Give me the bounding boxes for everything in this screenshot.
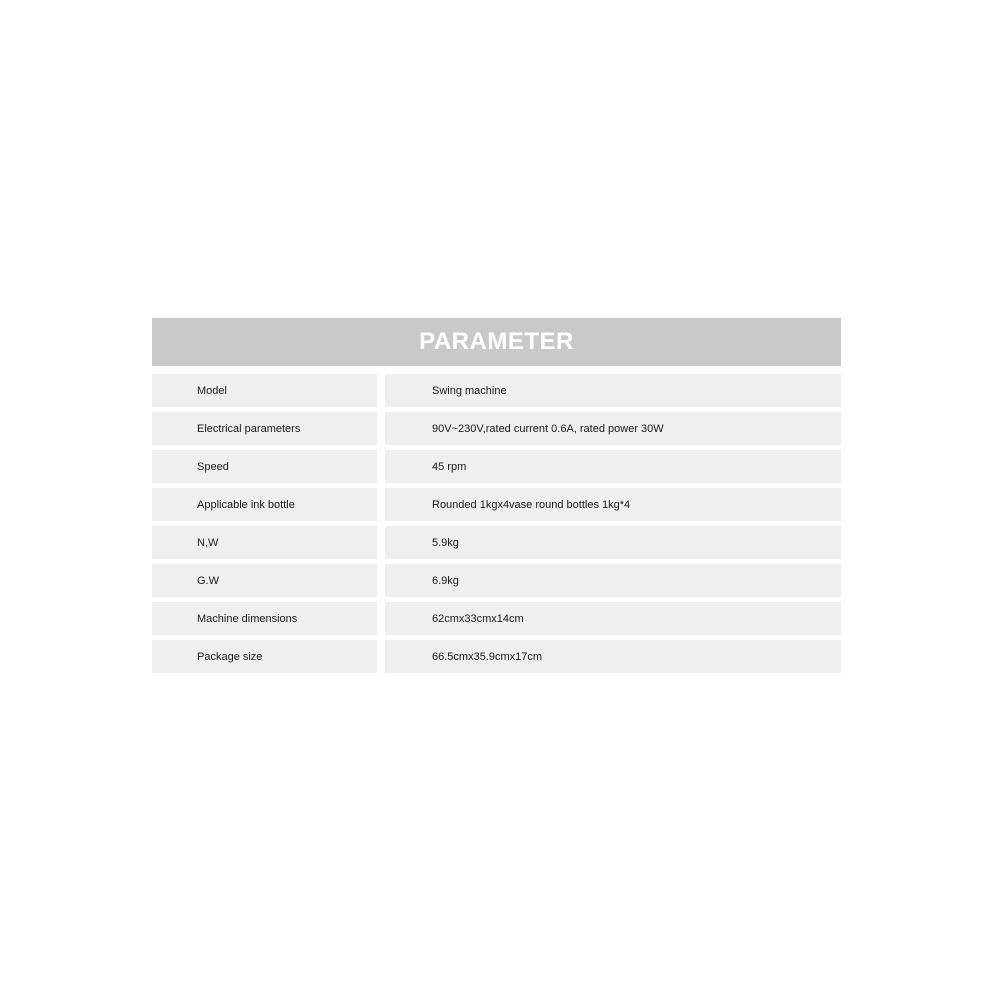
row-value: 62cmx33cmx14cm xyxy=(385,602,841,635)
table-title: PARAMETER xyxy=(419,328,574,355)
parameter-table xyxy=(152,318,841,678)
table-body xyxy=(152,374,841,673)
row-label: G.W xyxy=(152,564,377,597)
table-row xyxy=(152,602,841,635)
table-row xyxy=(152,374,841,407)
table-header xyxy=(152,318,841,366)
table-row xyxy=(152,564,841,597)
row-value: Rounded 1kgx4vase round bottles 1kg*4 xyxy=(385,488,841,521)
row-value: 5.9kg xyxy=(385,526,841,559)
row-value: 66.5cmx35.9cmx17cm xyxy=(385,640,841,673)
table-row xyxy=(152,526,841,559)
row-label: Machine dimensions xyxy=(152,602,377,635)
row-label: N,W xyxy=(152,526,377,559)
row-label: Model xyxy=(152,374,377,407)
row-value: Swing machine xyxy=(385,374,841,407)
table-row xyxy=(152,640,841,673)
row-label: Applicable ink bottle xyxy=(152,488,377,521)
row-value: 6.9kg xyxy=(385,564,841,597)
row-label: Electrical parameters xyxy=(152,412,377,445)
table-row xyxy=(152,488,841,521)
table-row xyxy=(152,450,841,483)
row-label: Package size xyxy=(152,640,377,673)
row-value: 45 rpm xyxy=(385,450,841,483)
table-row xyxy=(152,412,841,445)
row-label: Speed xyxy=(152,450,377,483)
row-value: 90V~230V,rated current 0.6A, rated power 30W xyxy=(385,412,841,445)
